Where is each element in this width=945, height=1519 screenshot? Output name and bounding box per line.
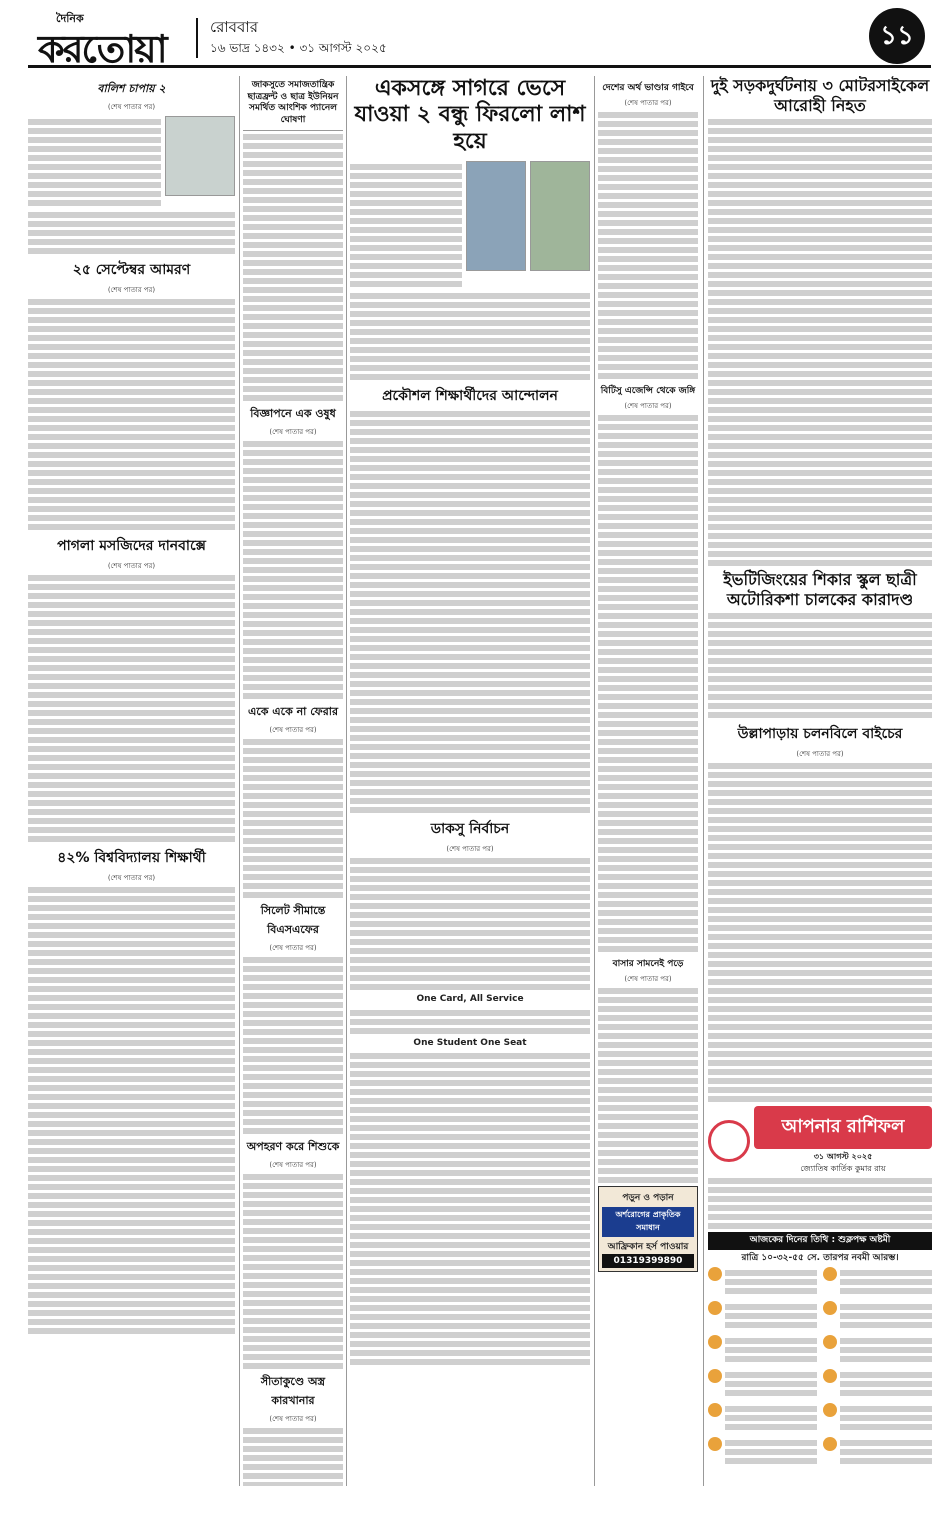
column-5 (708, 76, 932, 1486)
rashi-entry (708, 1369, 817, 1399)
column-rule (346, 76, 347, 1486)
headline: বাসার সামনেই পড়ে (612, 959, 684, 969)
rashi-entry (708, 1301, 817, 1331)
highlight-text: One Card, All Service (416, 994, 524, 1005)
tithi-label: আজকের দিনের তিথি : শুক্লপক্ষ অষ্টমী (708, 1232, 932, 1250)
issue-date: ১৬ ভাদ্র ১৪৩২ • ৩১ আগস্ট ২০২৫ (210, 41, 387, 55)
child-photo (165, 116, 235, 196)
zodiac-icon (823, 1301, 837, 1315)
continuation-note: (শেষ পাতার পর) (107, 562, 156, 570)
headline: জাকসুতে সমাজতান্ত্রিক ছাত্রফ্রন্ট ও ছাত্র ইউনিয়ন সমর্থিত আংশিক প্যানেল ঘোষণা (243, 80, 343, 131)
logo-small-title: দৈনিক (56, 12, 84, 25)
logo-paper-name: করতোয়া (38, 26, 166, 71)
ad-phone: 01319399890 (602, 1254, 694, 1268)
highlight-text: One Student One Seat (413, 1037, 527, 1048)
advertisement (598, 1186, 698, 1272)
zodiac-icon (708, 1437, 722, 1451)
horoscope-date: ৩১ আগস্ট ২০২৫ (813, 1152, 873, 1161)
headline: ২৫ সেপ্টেম্বর আমরণ (72, 262, 191, 278)
zodiac-icon (708, 1403, 722, 1417)
rashi-entry (823, 1437, 932, 1467)
lead-headline: দুই সড়কদুর্ঘটনায় ৩ মোটরসাইকেল আরোহী নিহত (710, 76, 930, 115)
headline: ৪২% বিশ্ববিদ্যালয় শিক্ষার্থী (57, 850, 206, 866)
column-1 (28, 76, 235, 1486)
issue-day: রোববার (210, 18, 258, 36)
rashi-entry (708, 1335, 817, 1365)
rashi-entry (708, 1403, 817, 1433)
zodiac-icon (708, 1335, 722, 1349)
headline: উল্লাপাড়ায় চলনবিলে বাইচের (737, 726, 903, 742)
zodiac-icon (823, 1369, 837, 1383)
continuation-note: (শেষ পাতার পর) (269, 725, 317, 734)
continuation-note: (শেষ পাতার পর) (624, 402, 672, 410)
column-rule (594, 76, 595, 1486)
headline: সীতাকুণ্ডে অস্ত্র কারখানার (260, 1374, 326, 1407)
headline: সিলেট সীমান্তে বিএসএফের (260, 903, 326, 936)
photo-friend-1 (466, 161, 526, 271)
headline: অপহরণ করে শিশুকে (246, 1139, 340, 1153)
ad-line-2: অর্শরোগের প্রাকৃতিক সমাধান (602, 1207, 694, 1237)
horoscope-author: জ্যোতিষ কার্তিক কুমার রায় (800, 1164, 886, 1173)
zodiac-icon (823, 1267, 837, 1281)
continuation-note: (শেষ পাতার পর) (269, 427, 317, 436)
photo-friend-2 (530, 161, 590, 271)
headline: বিজ্ঞাপনে এক ওষুধ (250, 406, 336, 420)
ad-brand: আফ্রিকান হর্স পাওয়ার (607, 1242, 689, 1252)
column-2 (243, 76, 343, 1486)
continuation-note: (শেষ পাতার পর) (624, 975, 672, 983)
column-rule (703, 76, 704, 1486)
continuation-note: (শেষ পাতার পর) (107, 103, 156, 111)
continuation-note: (শেষ পাতার পর) (446, 845, 494, 854)
continuation-note: (শেষ পাতার পর) (269, 1160, 317, 1169)
zodiac-icon (823, 1403, 837, 1417)
rashi-entry (823, 1403, 932, 1433)
headline: ইভটিজিংয়ের শিকার স্কুল ছাত্রী অটোরিকশা চালকের কারাদণ্ড (723, 570, 917, 609)
rashi-entry (823, 1267, 932, 1297)
zodiac-icon (823, 1335, 837, 1349)
zodiac-icon (708, 1369, 722, 1383)
zodiac-wheel-icon (708, 1120, 750, 1162)
continuation-note: (শেষ পাতার পর) (107, 286, 156, 294)
lead-headline: একসঙ্গে সাগরে ভেসে যাওয়া ২ বন্ধু ফিরলো লাশ হয়ে (354, 76, 586, 154)
horoscope-title: আপনার রাশিফল (754, 1106, 932, 1149)
continuation-note: (শেষ পাতার পর) (107, 874, 156, 882)
headline: প্রকৌশল শিক্ষার্থীদের আন্দোলন (382, 388, 558, 405)
rashi-entry (708, 1437, 817, 1467)
continuation-note: (শেষ পাতার পর) (269, 943, 317, 952)
column-rule (239, 76, 240, 1486)
zodiac-icon (823, 1437, 837, 1451)
headline: বিটিসু এজেন্সি থেকে জঙ্গি (600, 386, 696, 396)
headline: দেশের অর্থ ভাণ্ডার গাইবে (602, 83, 694, 93)
rashi-entry (708, 1267, 817, 1297)
column-3 (350, 76, 590, 1486)
headline: বালিশ চাপায় ২ (97, 82, 166, 95)
rashi-entry (823, 1369, 932, 1399)
paper-logo (38, 10, 188, 71)
continuation-note: (শেষ পাতার পর) (269, 1414, 317, 1423)
headline: পাগলা মসজিদের দানবাক্সে (57, 538, 206, 554)
masthead-divider (196, 18, 198, 58)
zodiac-icon (708, 1301, 722, 1315)
page-number: ১১ (869, 8, 925, 64)
headline: ডাকসু নির্বাচন (430, 821, 510, 838)
rashi-entry (823, 1301, 932, 1331)
continuation-note: (শেষ পাতার পর) (796, 750, 844, 758)
headline: একে একে না ফেরার (247, 704, 338, 718)
continuation-note: (শেষ পাতার পর) (624, 99, 672, 107)
zodiac-icon (708, 1267, 722, 1281)
masthead (28, 6, 931, 71)
rashi-entry (823, 1335, 932, 1365)
ad-line-1: পড়ুন ও পড়ান (622, 1193, 674, 1203)
tithi-time: রাত্রি ১০-৩২-৫৫ সে. তারপর নবমী আরম্ভ। (741, 1252, 899, 1263)
column-4 (598, 76, 698, 1486)
